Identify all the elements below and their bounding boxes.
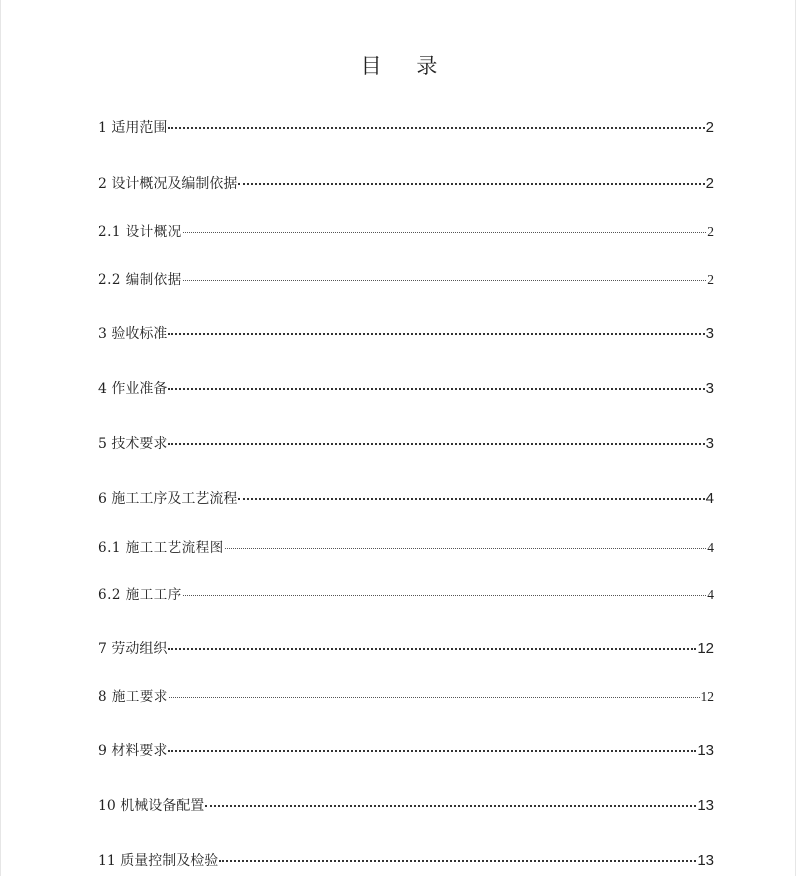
toc-entry-label: 9 材料要求 xyxy=(98,743,168,759)
toc-entry[interactable] xyxy=(98,638,714,658)
toc-entry[interactable] xyxy=(98,173,714,193)
toc-entry-page: 13 xyxy=(697,797,714,814)
toc-subentry[interactable] xyxy=(98,268,714,288)
toc-entry-label: 2.1 设计概况 xyxy=(98,224,182,240)
dot-leader xyxy=(219,860,696,862)
toc-subentry[interactable] xyxy=(98,220,714,240)
toc-entry[interactable] xyxy=(98,850,714,870)
toc-entry[interactable] xyxy=(98,685,714,705)
dot-leader xyxy=(168,333,704,335)
toc-entry-page: 12 xyxy=(700,689,714,704)
dot-leader xyxy=(168,443,704,445)
toc-entry[interactable] xyxy=(98,323,714,343)
toc-entry-label: 4 作业准备 xyxy=(98,381,168,397)
dot-leader xyxy=(168,750,696,752)
toc-entry[interactable] xyxy=(98,378,714,398)
toc-entry-page: 13 xyxy=(697,852,714,869)
dot-leader xyxy=(183,280,706,281)
dot-leader xyxy=(183,232,706,233)
toc-entry[interactable] xyxy=(98,795,714,815)
toc-entry-label: 6.1 施工工艺流程图 xyxy=(98,540,224,556)
toc-entry-page: 2 xyxy=(707,272,714,287)
dot-leader xyxy=(238,498,704,500)
toc-entry[interactable] xyxy=(98,433,714,453)
dot-leader xyxy=(169,697,700,698)
toc-entry[interactable] xyxy=(98,488,714,508)
dot-leader xyxy=(168,648,696,650)
toc-entry-label: 5 技术要求 xyxy=(98,436,168,452)
toc-entry-page: 4 xyxy=(707,540,714,555)
toc-subentry[interactable] xyxy=(98,583,714,603)
toc-entry-label: 3 验收标准 xyxy=(98,326,168,342)
toc-entry-label: 10 机械设备配置 xyxy=(98,798,205,814)
toc-entry-page: 2 xyxy=(705,175,714,192)
toc-entry-label: 1 适用范围 xyxy=(98,120,168,136)
toc-entry-label: 11 质量控制及检验 xyxy=(98,853,219,869)
toc-entry-label: 2 设计概况及编制依据 xyxy=(98,176,238,192)
toc-entry[interactable] xyxy=(98,117,714,137)
toc-entry-label: 7 劳动组织 xyxy=(98,641,168,657)
dot-leader xyxy=(168,127,704,129)
toc-entry-page: 2 xyxy=(705,119,714,136)
toc-subentry[interactable] xyxy=(98,536,714,556)
toc-entry-page: 12 xyxy=(697,640,714,657)
toc-entry-page: 13 xyxy=(697,742,714,759)
toc-entry-page: 2 xyxy=(707,224,714,239)
toc-entry-page: 4 xyxy=(705,490,714,507)
toc-entry-label: 6.2 施工工序 xyxy=(98,587,182,603)
toc-entry-label: 2.2 编制依据 xyxy=(98,272,182,288)
toc-entry-label: 8 施工要求 xyxy=(98,689,168,705)
dot-leader xyxy=(205,805,696,807)
toc-entry-page: 4 xyxy=(707,587,714,602)
dot-leader xyxy=(225,548,706,549)
toc-entry-page: 3 xyxy=(705,380,714,397)
toc-title: 目 录 xyxy=(360,54,452,78)
dot-leader xyxy=(168,388,704,390)
dot-leader xyxy=(183,595,706,596)
toc-entry-page: 3 xyxy=(705,435,714,452)
toc-entry[interactable] xyxy=(98,740,714,760)
toc-entry-label: 6 施工工序及工艺流程 xyxy=(98,491,238,507)
dot-leader xyxy=(238,183,704,185)
toc-entry-page: 3 xyxy=(705,325,714,342)
